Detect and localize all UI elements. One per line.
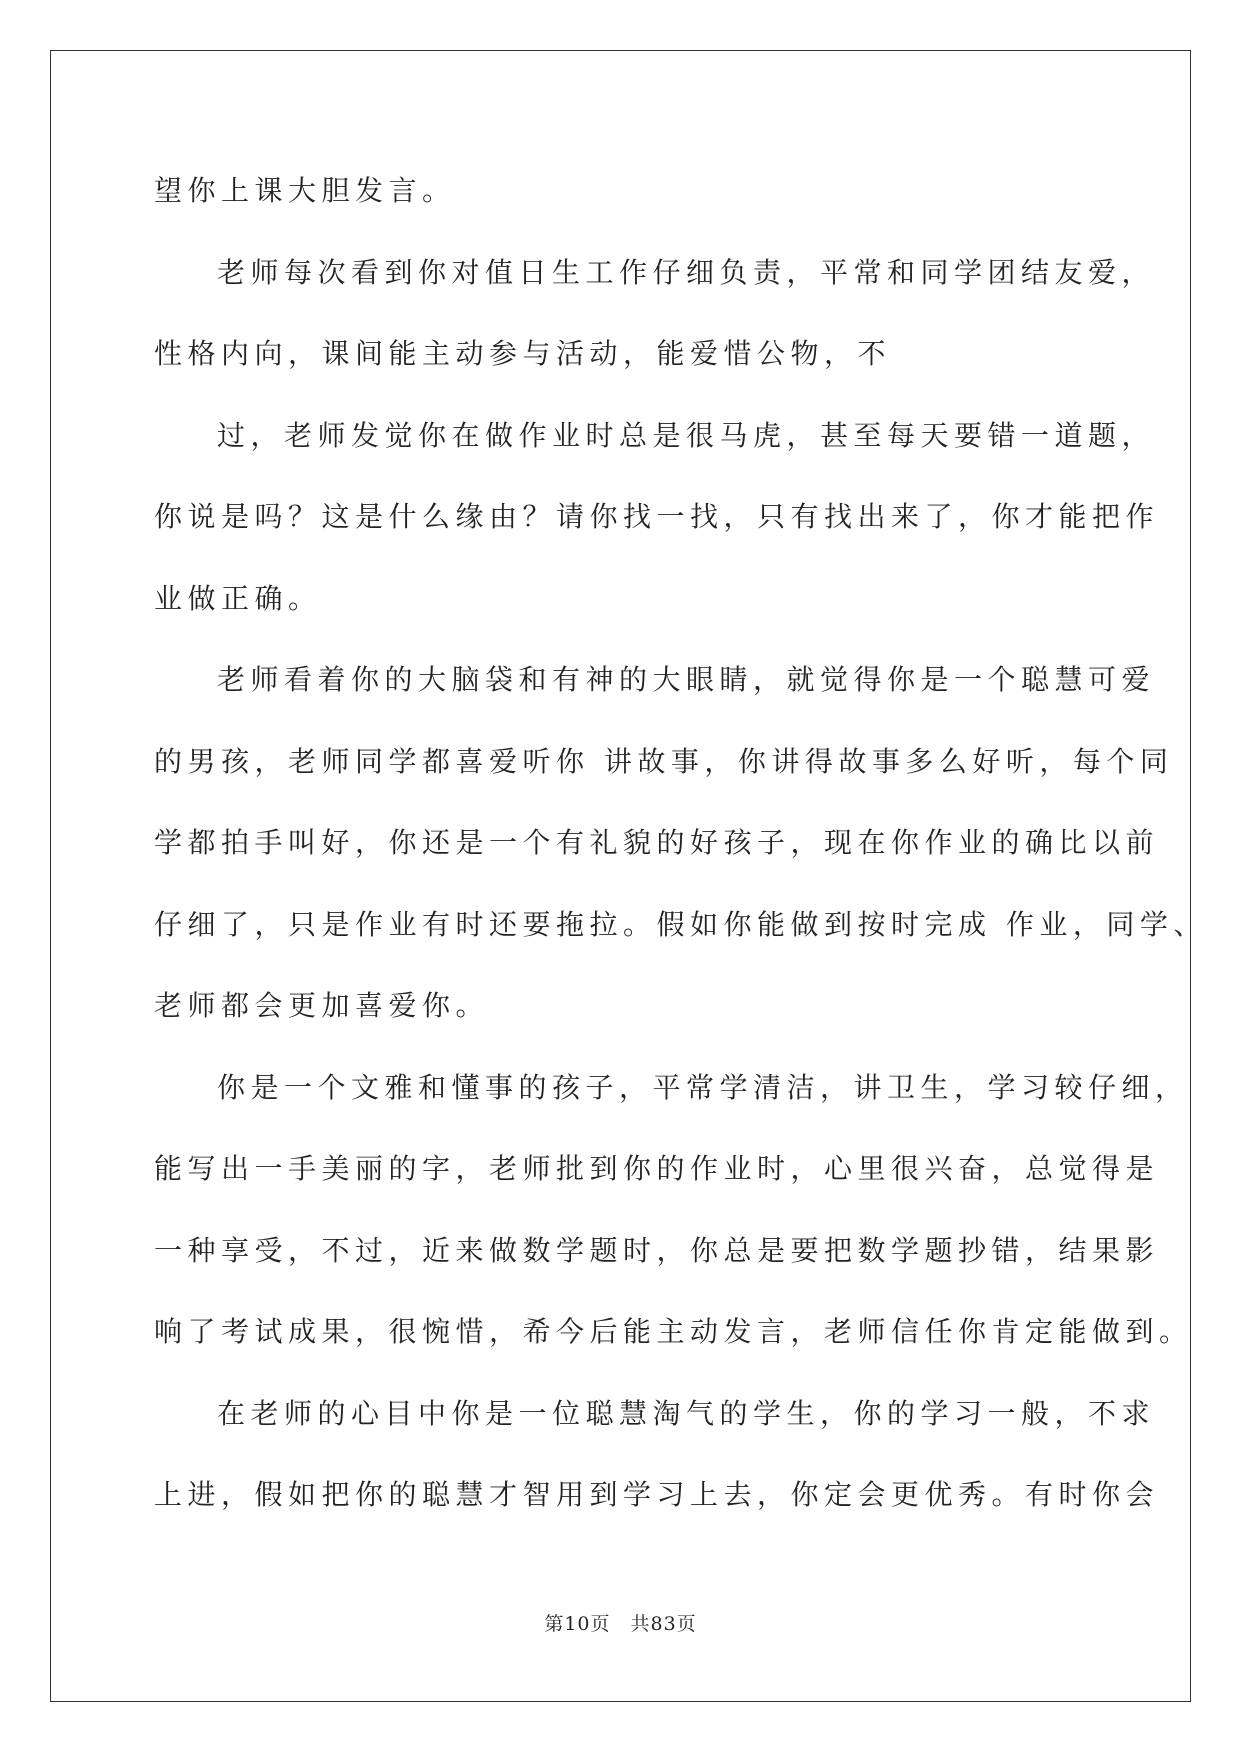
page-number-footer: 第10页 共83页 [544, 1613, 697, 1635]
text-line: 上进，假如把你的聪慧才智用到学习上去，你定会更优秀。有时你会 [154, 1478, 1160, 1511]
text-line: 老师看着你的大脑袋和有神的大眼睛，就觉得你是一个聪慧可爱 [217, 663, 1156, 696]
text-line: 老师都会更加喜爱你。 [154, 989, 490, 1022]
text-line: 业做正确。 [154, 581, 322, 615]
text-line: 学都拍手叫好，你还是一个有礼貌的好孩子，现在你作业的确比以前 [154, 826, 1160, 859]
text-line: 老师每次看到你对值日生工作仔细负责，平常和同学团结友爱， [217, 255, 1156, 289]
text-line: 望你上课大胆发言。 [154, 174, 456, 207]
text-line: 能写出一手美丽的字，老师批到你的作业时，心里很兴奋，总觉得是 [154, 1152, 1160, 1185]
text-line: 仔细了，只是作业有时还要拖拉。假如你能做到按时完成 作业，同学、 [154, 907, 1207, 941]
text-line: 你是一个文雅和懂事的孩子，平常学清洁，讲卫生，学习较仔细， [217, 1070, 1189, 1104]
text-line: 响了考试成果，很惋惜，希今后能主动发言，老师信任你肯定能做到。 [154, 1315, 1193, 1348]
text-line: 你说是吗？这是什么缘由？请你找一找，只有找出来了，你才能把作 [154, 500, 1160, 533]
text-line: 在老师的心目中你是一位聪慧淘气的学生，你的学习一般，不求 [217, 1396, 1156, 1430]
document-body [154, 150, 1207, 1536]
text-line: 性格内向，课间能主动参与活动，能爱惜公物，不 [154, 337, 892, 370]
text-line: 的男孩，老师同学都喜爱听你 讲故事，你讲得故事多么好听，每个同 [154, 744, 1174, 778]
text-line: 过，老师发觉你在做作业时总是很马虎，甚至每天要错一道题， [217, 418, 1156, 452]
text-line: 一种享受，不过，近来做数学题时，你总是要把数学题抄错，结果影 [154, 1233, 1160, 1267]
